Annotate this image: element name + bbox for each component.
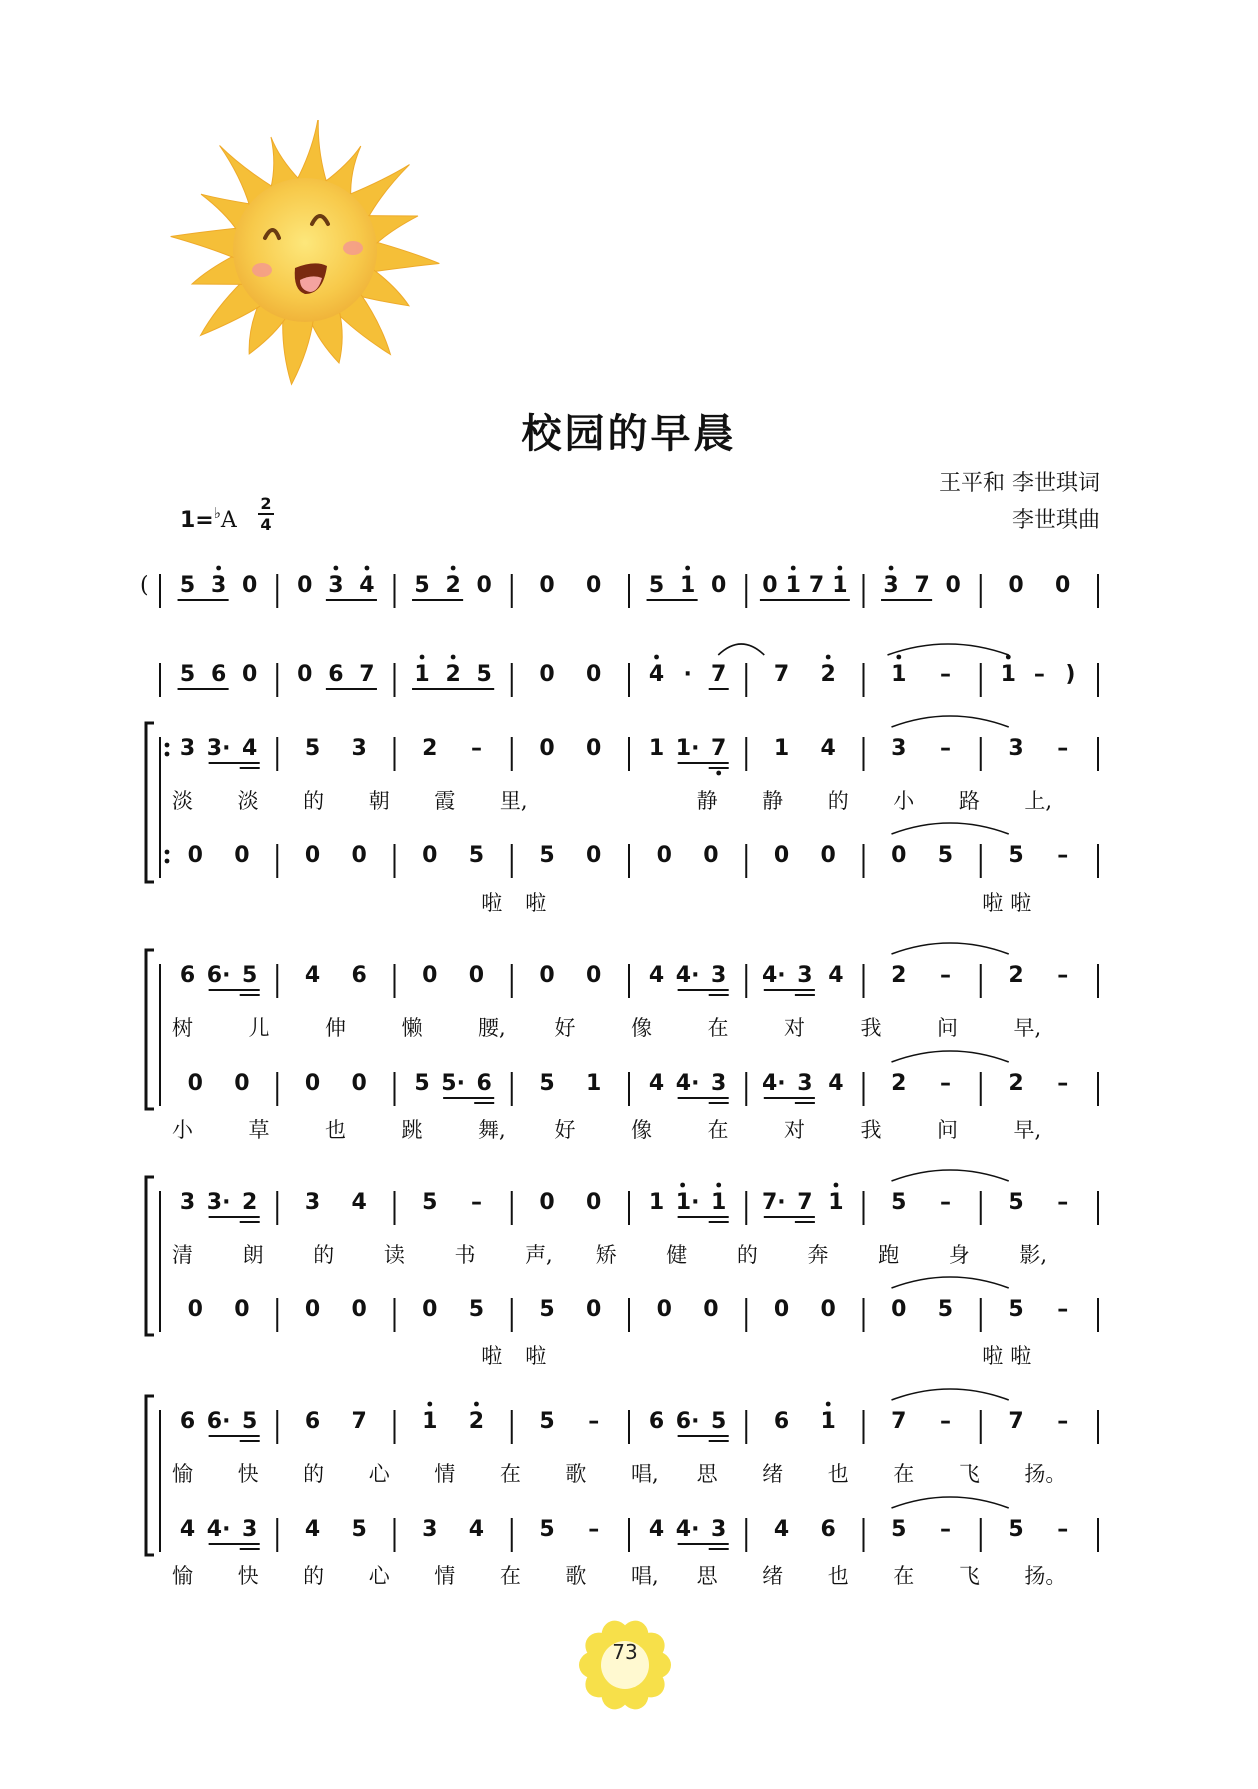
- system-3-upper-note: 3: [304, 1190, 321, 1215]
- system-3-upper-note: –: [1057, 1190, 1069, 1215]
- system-1-lower-lyric: 啦: [525, 891, 547, 915]
- system-4-lower-note: 4: [304, 1517, 321, 1542]
- intro-row-1-note: 7: [914, 573, 930, 598]
- system-3-lower-note: 0: [234, 1297, 250, 1322]
- system-2-upper-note: 5: [242, 963, 258, 988]
- intro-row-1-note: 1: [785, 573, 801, 598]
- system-2-upper-note: 4: [648, 963, 665, 988]
- system-2-upper-note: 6·: [206, 963, 231, 988]
- intro-row-1-note: 1: [679, 573, 696, 598]
- system-1-lower-note: 0: [656, 843, 672, 868]
- system-1-upper-note: 5: [304, 736, 321, 761]
- system-4-lower-lyric: 绪: [762, 1564, 784, 1588]
- system-4-upper-lyric: 在: [893, 1462, 915, 1486]
- system-3-upper-lyric: 读: [383, 1243, 405, 1267]
- system-3-upper-lyric: 清: [172, 1243, 193, 1267]
- system-2-lower-note: –: [1057, 1071, 1069, 1096]
- system-1-upper-lyric: 霞: [434, 789, 456, 813]
- system-2-upper-lyric: 好: [554, 1016, 576, 1040]
- system-3-upper-note: 5: [422, 1190, 438, 1215]
- system-2-upper-lyric: 早,: [1013, 1016, 1042, 1040]
- intro-row-1-note: 0: [539, 573, 555, 598]
- system-4-upper-note: 6: [773, 1409, 790, 1434]
- system-2-lower-note: 0: [304, 1071, 321, 1096]
- system-1-upper-note: –: [470, 736, 482, 761]
- intro-row-2-note: 7: [711, 662, 727, 687]
- system-4-upper-note: –: [939, 1409, 951, 1434]
- system-1-upper-note: 3: [891, 736, 907, 761]
- system-4-lower-lyric: 的: [303, 1564, 325, 1588]
- flat-sign: ♭: [213, 504, 221, 522]
- system-1-upper-note: 3: [351, 736, 367, 761]
- system-2-upper-note: 4·: [761, 963, 786, 988]
- system-2-upper-note: –: [939, 963, 951, 988]
- song-title: 校园的早晨: [521, 410, 737, 457]
- system-2-upper-note: 0: [539, 963, 555, 988]
- system-1-upper-lyric: 的: [303, 789, 325, 813]
- system-2-upper-note: 0: [468, 963, 485, 988]
- system-1-lower-note: 5: [937, 843, 954, 868]
- system-3-upper-note: 1: [648, 1190, 665, 1215]
- system-3-lower-note: 0: [351, 1297, 367, 1322]
- system-1-upper-note: 3·: [206, 736, 231, 761]
- system-1-lower-note: 5: [539, 843, 555, 868]
- system-2-lower-lyric: 好: [554, 1118, 576, 1142]
- intro-row-1-note: 4: [359, 573, 375, 598]
- system-4-upper-note: 6: [648, 1409, 665, 1434]
- intro-row-1-note: 0: [1008, 573, 1024, 598]
- lyricist-credit: 王平和 李世琪词: [939, 471, 1100, 496]
- system-4-upper-lyric: 的: [303, 1462, 325, 1486]
- system-4-lower-lyric: 在: [893, 1564, 915, 1588]
- system-2-lower-lyric: 也: [325, 1118, 346, 1142]
- system-1-upper-lyric: 朝: [368, 789, 390, 813]
- system-4-lower-note: –: [588, 1517, 600, 1542]
- system-4-lower-note: 4: [468, 1517, 485, 1542]
- system-2-lower-note: 3: [797, 1071, 813, 1096]
- system-2-lower-note: 4: [648, 1071, 665, 1096]
- intro-row-2-note: 7: [773, 662, 790, 687]
- system-2-upper-lyric: 在: [707, 1016, 729, 1040]
- system-4-upper-note: 2: [468, 1409, 485, 1434]
- system-1-upper-lyric: 小: [893, 789, 915, 813]
- system-1-lower-note: 0: [891, 843, 907, 868]
- system-4-upper-lyric: 绪: [762, 1462, 784, 1486]
- system-1-upper-lyric: 静: [696, 789, 718, 813]
- system-2-upper-note: 6: [351, 963, 367, 988]
- system-2-lower-note: 0: [234, 1071, 250, 1096]
- system-1-upper-note: –: [939, 736, 951, 761]
- system-4-lower-lyric: 心: [368, 1564, 390, 1588]
- system-2-lower-note: 5: [414, 1071, 430, 1096]
- system-4-lower-note: 5: [891, 1517, 907, 1542]
- system-3-upper-note: 0: [586, 1190, 602, 1215]
- system-2-lower-note: 5: [539, 1071, 555, 1096]
- intro-row-2-note: 2: [820, 662, 836, 687]
- system-4-lower-note: 6: [820, 1517, 836, 1542]
- system-2-lower-note: 6: [476, 1071, 492, 1096]
- system-3-lower-note: 5: [539, 1297, 555, 1322]
- system-1-upper-note: 3: [179, 736, 196, 761]
- system-4-upper-note: 6: [304, 1409, 321, 1434]
- system-4-lower-note: 3: [422, 1517, 438, 1542]
- intro-row-2-note: 0: [539, 662, 555, 687]
- system-4-lower-lyric: 思: [696, 1564, 718, 1588]
- system-2-lower-note: 3: [711, 1071, 727, 1096]
- system-3-upper-note: 5: [1008, 1190, 1024, 1215]
- system-4-upper-note: 7: [1008, 1409, 1024, 1434]
- system-3-lower-note: 0: [187, 1297, 203, 1322]
- system-3-upper-note: 1: [828, 1190, 844, 1215]
- system-1-lower-note: 0: [703, 843, 719, 868]
- system-4-upper-lyric: 扬。: [1024, 1462, 1067, 1486]
- svg-text:(: (: [140, 573, 149, 598]
- system-3-lower-lyric: 啦: [1010, 1344, 1032, 1368]
- system-4-lower-note: –: [1057, 1517, 1069, 1542]
- intro-row-1-note: 0: [1055, 573, 1071, 598]
- system-2-lower-lyric: 问: [937, 1118, 958, 1142]
- system-3-upper-note: –: [939, 1190, 951, 1215]
- system-4-lower-lyric: 快: [237, 1564, 259, 1588]
- system-2-lower-lyric: 草: [248, 1118, 270, 1142]
- system-4-lower-lyric: 在: [499, 1564, 521, 1588]
- system-2-upper-lyric: 伸: [325, 1016, 346, 1040]
- system-4-upper-note: 6·: [206, 1409, 231, 1434]
- system-1-upper-note: 0: [586, 736, 602, 761]
- system-2-upper-note: 4·: [675, 963, 700, 988]
- intro-row-1-note: 0: [586, 573, 602, 598]
- system-2-lower-lyric: 对: [784, 1118, 805, 1142]
- system-1-lower-note: –: [1057, 843, 1069, 868]
- system-3-upper-lyric: 的: [736, 1243, 758, 1267]
- system-3-lower-note: 5: [1008, 1297, 1024, 1322]
- system-3-lower-note: 0: [703, 1297, 719, 1322]
- system-2-upper-lyric: 我: [860, 1016, 882, 1040]
- intro-row-2-note: 5: [476, 662, 492, 687]
- system-1-lower-note: 0: [234, 843, 250, 868]
- system-4-lower-note: –: [939, 1517, 951, 1542]
- system-3-lower-note: 0: [773, 1297, 790, 1322]
- system-2-upper-note: 4: [304, 963, 321, 988]
- intro-row-2-note: 0: [297, 662, 313, 687]
- system-4-upper-note: 7: [891, 1409, 907, 1434]
- system-4-upper-lyric: 愉: [172, 1462, 193, 1486]
- system-4-lower-lyric: 歌: [565, 1564, 587, 1588]
- system-1-lower-lyric: 啦: [982, 891, 1004, 915]
- system-2-lower-note: –: [939, 1071, 951, 1096]
- system-3-lower-lyric: 啦: [982, 1344, 1004, 1368]
- intro-row-2-note: 2: [445, 662, 461, 687]
- intro-row-2-note: –: [1033, 662, 1045, 687]
- system-1-upper-note: 3: [1008, 736, 1024, 761]
- system-3-upper-note: 3·: [206, 1190, 231, 1215]
- system-1-lower-note: 0: [820, 843, 836, 868]
- system-2-lower-note: 4·: [761, 1071, 786, 1096]
- intro-row-1-note: 7: [808, 573, 825, 598]
- system-2-upper-lyric: 对: [784, 1016, 805, 1040]
- system-4-lower-lyric: 愉: [172, 1564, 193, 1588]
- system-2-upper-note: 4: [828, 963, 844, 988]
- system-3-lower-note: 5: [937, 1297, 954, 1322]
- system-1-upper-note: 4: [820, 736, 836, 761]
- system-2-lower-lyric: 早,: [1013, 1118, 1042, 1142]
- system-1-upper-lyric: 淡: [237, 789, 259, 813]
- system-4-lower-note: 3: [242, 1517, 258, 1542]
- intro-row-2-note: 5: [179, 662, 196, 687]
- system-4-upper-note: 5: [539, 1409, 555, 1434]
- system-3-upper-lyric: 奔: [807, 1243, 829, 1267]
- system-1-upper-note: 7: [711, 736, 727, 761]
- system-2-lower-lyric: 跳: [401, 1118, 423, 1142]
- system-4-upper-lyric: 思: [696, 1462, 718, 1486]
- intro-row-1-note: 0: [762, 573, 778, 598]
- system-4-upper-note: 1: [820, 1409, 836, 1434]
- system-2-upper-note: 0: [422, 963, 438, 988]
- system-2-upper-note: –: [1057, 963, 1069, 988]
- intro-row-1-note: 2: [445, 573, 461, 598]
- system-3-upper-note: 1·: [675, 1190, 700, 1215]
- system-3-lower-note: 0: [422, 1297, 438, 1322]
- system-4-lower-lyric: 扬。: [1024, 1564, 1067, 1588]
- composer-credit: 李世琪曲: [1011, 508, 1100, 533]
- system-2-lower-lyric: 小: [172, 1118, 193, 1142]
- intro-row-1-note: 1: [832, 573, 848, 598]
- system-1-upper-note: 1: [773, 736, 790, 761]
- system-3-lower-note: 5: [468, 1297, 485, 1322]
- system-4-lower-note: 4: [773, 1517, 790, 1542]
- system-2-lower-note: 5·: [441, 1071, 465, 1096]
- intro-row-1-note: 5: [414, 573, 430, 598]
- system-2-lower-lyric: 我: [860, 1118, 882, 1142]
- system-3-upper-note: –: [470, 1190, 482, 1215]
- system-2-upper-note: 2: [1008, 963, 1024, 988]
- system-2-lower-lyric: 舞,: [478, 1118, 506, 1142]
- system-4-upper-lyric: 飞: [958, 1462, 980, 1486]
- intro-row-1-note: 3: [210, 573, 227, 598]
- intro-row-1-note: 0: [242, 573, 258, 598]
- system-3-upper-note: 0: [539, 1190, 555, 1215]
- intro-row-1-note: 3: [328, 573, 344, 598]
- intro-row-2-note: 1: [414, 662, 430, 687]
- system-4-upper-note: 7: [351, 1409, 367, 1434]
- system-1-lower-note: 0: [351, 843, 367, 868]
- system-4-lower-note: 5: [539, 1517, 555, 1542]
- system-2-upper-lyric: 树: [172, 1016, 193, 1040]
- system-3-upper-lyric: 健: [666, 1243, 688, 1267]
- system-1-lower-note: 0: [586, 843, 602, 868]
- system-2-lower-note: 4: [828, 1071, 844, 1096]
- intro-row-2-note: –: [939, 662, 951, 687]
- system-3-upper-note: 3: [179, 1190, 196, 1215]
- system-4-upper-note: 5: [242, 1409, 258, 1434]
- system-2-lower-note: 4·: [675, 1071, 700, 1096]
- flower-icon: [570, 1610, 680, 1720]
- system-3-upper-lyric: 朗: [242, 1243, 264, 1267]
- system-4-lower-lyric: 唱,: [631, 1564, 659, 1588]
- system-4-upper-lyric: 唱,: [631, 1462, 659, 1486]
- system-4-upper-lyric: 心: [368, 1462, 390, 1486]
- system-1-upper-note: 4: [242, 736, 258, 761]
- time-numerator: 2: [260, 494, 272, 513]
- system-1-upper-note: –: [1057, 736, 1069, 761]
- intro-row-1-note: 0: [945, 573, 961, 598]
- system-4-lower-note: 5: [351, 1517, 367, 1542]
- system-3-lower-note: 0: [656, 1297, 672, 1322]
- system-4-upper-lyric: 歌: [565, 1462, 587, 1486]
- system-3-upper-note: 7: [797, 1190, 813, 1215]
- system-4-lower-lyric: 也: [827, 1564, 849, 1588]
- system-1-lower-note: 5: [1008, 843, 1024, 868]
- system-4-lower-note: 4·: [206, 1517, 231, 1542]
- system-2-upper-note: 2: [891, 963, 907, 988]
- system-2-upper-lyric: 问: [937, 1016, 958, 1040]
- system-2-lower-note: 1: [586, 1071, 602, 1096]
- intro-row-1-note: 5: [179, 573, 196, 598]
- system-1-lower-note: 0: [773, 843, 790, 868]
- system-2-lower-lyric: 像: [631, 1118, 652, 1142]
- intro-row-2-note: 7: [359, 662, 375, 687]
- intro-row-2-note: 0: [586, 662, 602, 687]
- system-1-upper-lyric: 上,: [1024, 789, 1053, 813]
- system-2-upper-note: 0: [586, 963, 602, 988]
- intro-row-2-note: 6: [328, 662, 344, 687]
- system-4-upper-note: 6·: [675, 1409, 700, 1434]
- system-1-upper-note: 1·: [675, 736, 700, 761]
- system-4-upper-note: 1: [422, 1409, 438, 1434]
- system-3-upper-lyric: 矫: [595, 1243, 617, 1267]
- system-4-upper-note: –: [1057, 1409, 1069, 1434]
- system-1-upper-note: 2: [422, 736, 438, 761]
- system-3-lower-lyric: 啦: [525, 1344, 547, 1368]
- key-tonic: 1=: [180, 508, 214, 533]
- system-3-lower-lyric: 啦: [481, 1344, 503, 1368]
- time-denominator: 4: [260, 515, 272, 534]
- system-2-upper-note: 6: [179, 963, 196, 988]
- system-3-lower-note: 0: [304, 1297, 321, 1322]
- system-2-upper-note: 3: [711, 963, 727, 988]
- system-2-upper-lyric: 腰,: [478, 1016, 506, 1040]
- system-3-upper-note: 7·: [761, 1190, 786, 1215]
- intro-row-2-note: ): [1065, 662, 1076, 687]
- intro-row-2-note: 1: [1000, 662, 1016, 687]
- intro-row-1-note: 3: [883, 573, 899, 598]
- system-4-upper-lyric: 在: [499, 1462, 521, 1486]
- system-4-upper-lyric: 情: [434, 1462, 456, 1486]
- system-4-upper-note: –: [588, 1409, 600, 1434]
- page-number: 73: [612, 1640, 638, 1664]
- system-1-lower-lyric: 啦: [481, 891, 503, 915]
- system-1-upper-lyric: 里,: [499, 789, 528, 813]
- intro-row-2-note: ·: [683, 662, 692, 687]
- system-3-lower-note: –: [1057, 1297, 1069, 1322]
- system-4-lower-note: 4·: [675, 1517, 700, 1542]
- intro-row-1-note: 0: [476, 573, 492, 598]
- system-3-upper-lyric: 书: [454, 1243, 476, 1267]
- system-3-upper-note: 4: [351, 1190, 367, 1215]
- system-3-upper-lyric: 的: [313, 1243, 335, 1267]
- system-1-upper-lyric: 淡: [172, 789, 193, 813]
- system-2-upper-lyric: 像: [631, 1016, 652, 1040]
- system-1-upper-note: 0: [539, 736, 555, 761]
- system-4-upper-lyric: 快: [237, 1462, 259, 1486]
- system-1-upper-lyric: 路: [958, 789, 980, 813]
- intro-row-2-note: 4: [648, 662, 665, 687]
- system-2-lower-note: 2: [891, 1071, 907, 1096]
- system-4-lower-note: 3: [711, 1517, 727, 1542]
- intro-row-1-note: 0: [711, 573, 727, 598]
- system-4-upper-lyric: 也: [827, 1462, 849, 1486]
- system-3-upper-note: 2: [242, 1190, 258, 1215]
- intro-row-1-note: 0: [297, 573, 313, 598]
- system-4-lower-lyric: 飞: [958, 1564, 980, 1588]
- system-2-lower-note: 2: [1008, 1071, 1024, 1096]
- system-1-lower-note: 5: [468, 843, 485, 868]
- system-4-lower-note: 4: [179, 1517, 196, 1542]
- system-1-lower-lyric: 啦: [1010, 891, 1032, 915]
- system-3-upper-lyric: 声,: [525, 1243, 553, 1267]
- intro-row-2-note: 1: [891, 662, 907, 687]
- system-1-upper-lyric: 的: [827, 789, 849, 813]
- system-1-upper-note: 1: [648, 736, 665, 761]
- system-3-upper-note: 5: [891, 1190, 907, 1215]
- system-3-upper-lyric: 跑: [878, 1243, 900, 1267]
- system-1-upper-lyric: 静: [762, 789, 784, 813]
- system-3-upper-lyric: 身: [948, 1243, 970, 1267]
- system-2-upper-lyric: 儿: [248, 1016, 270, 1040]
- system-1-lower-note: 0: [187, 843, 203, 868]
- intro-row-2-note: 6: [210, 662, 227, 687]
- system-1-lower-note: 0: [304, 843, 321, 868]
- system-2-upper-note: 3: [797, 963, 813, 988]
- system-3-lower-note: 0: [891, 1297, 907, 1322]
- system-3-upper-note: 1: [711, 1190, 727, 1215]
- system-1-lower-note: 0: [422, 843, 438, 868]
- system-4-lower-note: 5: [1008, 1517, 1024, 1542]
- system-3-lower-note: 0: [820, 1297, 836, 1322]
- system-4-upper-note: 5: [711, 1409, 727, 1434]
- intro-row-1-note: 5: [648, 573, 665, 598]
- system-3-upper-lyric: 影,: [1019, 1243, 1048, 1267]
- system-2-lower-note: 0: [351, 1071, 367, 1096]
- system-4-upper-note: 6: [179, 1409, 196, 1434]
- system-4-lower-lyric: 情: [434, 1564, 456, 1588]
- system-4-lower-note: 4: [648, 1517, 665, 1542]
- intro-row-2-note: 0: [242, 662, 258, 687]
- system-2-lower-lyric: 在: [707, 1118, 729, 1142]
- key-letter: A: [220, 508, 237, 533]
- system-2-lower-note: 0: [187, 1071, 203, 1096]
- system-2-upper-lyric: 懒: [401, 1016, 423, 1040]
- system-3-lower-note: 0: [586, 1297, 602, 1322]
